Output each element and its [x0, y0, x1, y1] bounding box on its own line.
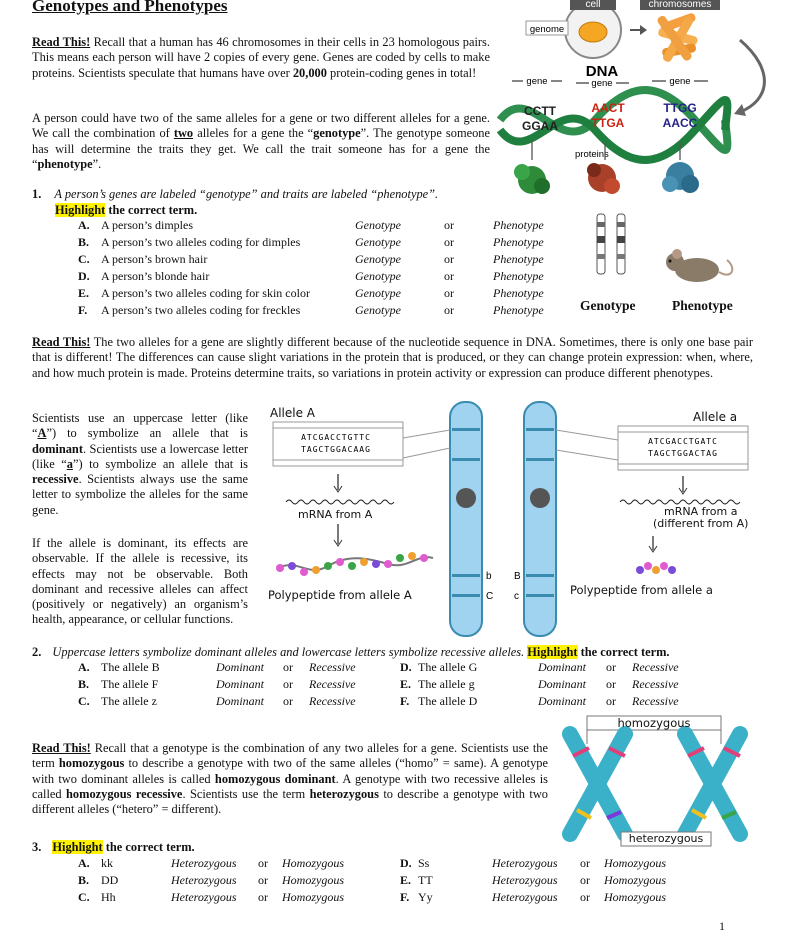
- x-chromosomes-image: [555, 712, 765, 852]
- item-letter: A.: [78, 660, 90, 674]
- item-text: Yy: [418, 890, 433, 904]
- item-text: TT: [418, 873, 433, 887]
- question-1-instruction: Highlight the correct term.: [55, 203, 198, 217]
- read-this-label: Read This!: [32, 35, 91, 49]
- allele-b-lower: b: [486, 571, 492, 582]
- polypeptide-A: [276, 552, 433, 576]
- item-text: Hh: [101, 890, 116, 904]
- option-heterozygous[interactable]: Heterozygous: [492, 856, 558, 870]
- item-text: A person’s dimples: [101, 218, 193, 232]
- genotype-figure-label: Genotype: [580, 298, 636, 313]
- svg-text:AACC: AACC: [662, 116, 698, 130]
- intro-paragraph: Read This! Recall that a human has 46 chromosomes in their cells in 23 homologous pairs. This means each person will have 2 copies of every gene. Genes are coded by cells to make proteins. Scientists speculate that humans have over 20,000 protein-coding genes in total!: [32, 35, 490, 80]
- option-phenotype[interactable]: Phenotype: [493, 269, 544, 283]
- protein-blue: [662, 162, 699, 193]
- item-letter: F.: [400, 694, 410, 708]
- item-text: A person’s two alleles coding for skin color: [101, 286, 310, 300]
- option-phenotype[interactable]: Phenotype: [493, 286, 544, 300]
- allele-c-lower: c: [514, 591, 519, 602]
- item-text: The allele G: [418, 660, 478, 674]
- option-recessive[interactable]: Recessive: [309, 694, 356, 708]
- option-genotype[interactable]: Genotype: [355, 286, 401, 300]
- option-phenotype[interactable]: Phenotype: [493, 252, 544, 266]
- chromosome-cluster: [656, 12, 698, 63]
- svg-text:TTGG: TTGG: [663, 101, 697, 115]
- option-recessive[interactable]: Recessive: [632, 694, 679, 708]
- item-letter: E.: [78, 286, 90, 300]
- svg-text:TTGA: TTGA: [591, 116, 625, 130]
- option-dominant[interactable]: Dominant: [216, 677, 264, 691]
- svg-text:ATCGACCTGATC: ATCGACCTGATC: [648, 437, 718, 446]
- dominant-recessive-paragraph: Scientists use an uppercase letter (like “A”) to symbolize an allele that is dominant. Scientists use a lowercase letter (like “a”) to symbolize an allele that is recessive. Scientists always use the same letter to symbolize the alleles for the same gene.: [32, 411, 248, 517]
- proteins-label: proteins: [575, 149, 609, 160]
- page-number: 1: [719, 919, 725, 933]
- genotype-phenotype-figure: [577, 210, 777, 320]
- allele-b-upper: B: [514, 571, 521, 582]
- dominant-effects-paragraph: If the allele is dominant, its effects are observable. If the allele is recessive, its effects may not be observable. Both dominant and recessive alleles can affect (positively or negatively) an organism’s health, appearance, or cellular functions.: [32, 536, 248, 627]
- protein-green: [514, 164, 550, 194]
- chromosome-x-left: [570, 734, 625, 834]
- or-label: or: [580, 890, 590, 904]
- item-letter: A.: [78, 218, 90, 232]
- question-3: 3. Highlight the correct term.: [32, 840, 195, 854]
- option-homozygous[interactable]: Homozygous: [282, 856, 344, 870]
- genome-label: genome: [529, 24, 565, 35]
- option-genotype[interactable]: Genotype: [355, 218, 401, 232]
- option-phenotype[interactable]: Phenotype: [493, 218, 544, 232]
- heterozygous-label: heterozygous: [628, 832, 704, 845]
- or-label: or: [444, 303, 454, 317]
- highlight-label: Highlight: [55, 203, 106, 217]
- or-label: or: [283, 660, 293, 674]
- dna-diagram: [490, 0, 785, 200]
- or-label: or: [580, 873, 590, 887]
- allele-figure: [268, 398, 758, 640]
- or-label: or: [444, 218, 454, 232]
- item-letter: B.: [78, 873, 90, 887]
- option-dominant[interactable]: Dominant: [538, 694, 586, 708]
- dna-helix: [500, 90, 727, 160]
- item-text: Ss: [418, 856, 430, 870]
- genotype-paragraph: A person could have two of the same alleles for a gene or two different alleles for a gene. We call the combination of two alleles for a gene the “genotype”. The genotype someone has will determine the traits they get. We call the trait someone has for a gene the “phenotype”.: [32, 111, 490, 171]
- highlight-label: Highlight: [527, 645, 578, 659]
- option-dominant[interactable]: Dominant: [216, 660, 264, 674]
- item-text: A person’s brown hair: [101, 252, 208, 266]
- item-letter: A.: [78, 856, 90, 870]
- item-text: The allele z: [101, 694, 157, 708]
- chromosome-x-right: [685, 734, 740, 834]
- or-label: or: [606, 677, 616, 691]
- dna-label: DNA: [585, 63, 619, 80]
- option-homozygous[interactable]: Homozygous: [282, 873, 344, 887]
- item-letter: C.: [78, 252, 90, 266]
- item-letter: C.: [78, 694, 90, 708]
- item-letter: D.: [78, 269, 90, 283]
- option-heterozygous[interactable]: Heterozygous: [492, 890, 558, 904]
- homozygous-label: homozygous: [617, 716, 691, 730]
- option-recessive[interactable]: Recessive: [632, 660, 679, 674]
- allele-c-upper: C: [486, 591, 494, 602]
- option-homozygous[interactable]: Homozygous: [604, 856, 666, 870]
- or-label: or: [283, 677, 293, 691]
- item-text: The allele D: [418, 694, 478, 708]
- page-title: Genotypes and Phenotypes: [32, 0, 228, 15]
- phenotype-figure-label: Phenotype: [672, 298, 733, 313]
- item-letter: F.: [78, 303, 88, 317]
- or-label: or: [606, 694, 616, 708]
- gene-label-1: gene: [526, 76, 548, 87]
- svg-text:ATCGACCTGTTC: ATCGACCTGTTC: [301, 433, 371, 442]
- item-text: A person’s two alleles coding for dimples: [101, 235, 301, 249]
- or-label: or: [444, 286, 454, 300]
- read-this-label: Read This!: [32, 335, 91, 349]
- polypeptide-A-label: Polypeptide from allele A: [268, 588, 412, 602]
- mrna-a-squiggle: [620, 500, 740, 504]
- svg-text:TAGCTGGACAAG: TAGCTGGACAAG: [301, 445, 371, 454]
- item-text: A person’s two alleles coding for freckles: [101, 303, 301, 317]
- read-this-label: Read This!: [32, 741, 91, 755]
- or-label: or: [258, 873, 268, 887]
- item-text: DD: [101, 873, 119, 887]
- allele-a-dna: [618, 426, 748, 470]
- option-heterozygous[interactable]: Heterozygous: [492, 873, 558, 887]
- option-phenotype[interactable]: Phenotype: [493, 303, 544, 317]
- genotype-phenotype-image: [577, 210, 777, 295]
- item-letter: B.: [78, 235, 90, 249]
- chromosomes-label: chromosomes: [648, 0, 712, 10]
- option-homozygous[interactable]: Homozygous: [282, 890, 344, 904]
- svg-text:TAGCTGGACTAG: TAGCTGGACTAG: [648, 449, 718, 458]
- option-dominant[interactable]: Dominant: [538, 660, 586, 674]
- polypeptide-a-label: Polypeptide from allele a: [570, 583, 713, 597]
- item-letter: C.: [78, 890, 90, 904]
- item-letter: E.: [400, 677, 412, 691]
- chromosome-right: [524, 402, 556, 636]
- item-letter: B.: [78, 677, 90, 691]
- protein-red: [587, 163, 620, 194]
- question-2: 2. Uppercase letters symbolize dominant alleles and lowercase letters symbolize recessive alleles. Highlight the correct term.: [32, 645, 670, 659]
- item-letter: D.: [400, 856, 412, 870]
- item-letter: D.: [400, 660, 412, 674]
- or-label: or: [258, 890, 268, 904]
- or-label: or: [444, 252, 454, 266]
- item-letter: E.: [400, 873, 412, 887]
- allele-A-label: Allele A: [270, 406, 315, 420]
- option-heterozygous[interactable]: Heterozygous: [171, 890, 237, 904]
- highlight-label: Highlight: [52, 840, 103, 854]
- option-homozygous[interactable]: Homozygous: [604, 873, 666, 887]
- svg-text:AACT: AACT: [591, 101, 625, 115]
- allele-a-label: Allele a: [693, 410, 738, 424]
- question-1: 1. A person’s genes are labeled “genotype” and traits are labeled “phenotype”.: [32, 187, 439, 201]
- option-recessive[interactable]: Recessive: [309, 660, 356, 674]
- or-label: or: [258, 856, 268, 870]
- chromosome-pair-image: [597, 214, 625, 274]
- gene-label-2: gene: [591, 78, 613, 89]
- item-text: The allele F: [101, 677, 159, 691]
- or-label: or: [580, 856, 590, 870]
- or-label: or: [283, 694, 293, 708]
- chromosome-left: [450, 402, 482, 636]
- item-text: The allele g: [418, 677, 475, 691]
- option-genotype[interactable]: Genotype: [355, 269, 401, 283]
- item-text: The allele B: [101, 660, 160, 674]
- option-genotype[interactable]: Genotype: [355, 235, 401, 249]
- option-recessive[interactable]: Recessive: [309, 677, 356, 691]
- mrna-a-label: mRNA from a (different from A): [653, 505, 749, 530]
- gene-label-3: gene: [669, 76, 691, 87]
- allele-difference-paragraph: Read This! The two alleles for a gene are slightly different because of the nucleotide sequence in DNA. Sometimes, there is only one base pair that is different! The differences can cause slight variations in the protein that is produced, or they can change protein expression: when, where, and how much protein is made. Proteins determine traits, so variations in protein activity or expression can produce different phenotypes.: [32, 335, 753, 380]
- option-recessive[interactable]: Recessive: [632, 677, 679, 691]
- option-dominant[interactable]: Dominant: [538, 677, 586, 691]
- option-heterozygous[interactable]: Heterozygous: [171, 856, 237, 870]
- mrna-A-squiggle: [286, 500, 394, 504]
- option-dominant[interactable]: Dominant: [216, 694, 264, 708]
- svg-text:GGAA: GGAA: [522, 119, 558, 133]
- or-label: or: [444, 235, 454, 249]
- mouse-image: [666, 249, 732, 282]
- option-phenotype[interactable]: Phenotype: [493, 235, 544, 249]
- or-label: or: [606, 660, 616, 674]
- svg-text:CCTT: CCTT: [524, 104, 556, 118]
- option-genotype[interactable]: Genotype: [355, 303, 401, 317]
- dna-figure: [490, 0, 785, 200]
- polypeptide-a: [636, 562, 676, 574]
- arrow-head: [640, 25, 647, 35]
- homo-hetero-figure: [555, 712, 765, 852]
- cell-label: cell: [585, 0, 601, 10]
- item-text: kk: [101, 856, 113, 870]
- homozygous-heterozygous-paragraph: Read This! Recall that a genotype is the combination of any two alleles for a gene. Scientists use the term homozygous to describe a genotype with two of the same alleles (“homo” = same). A genotype with two dominant alleles is called homozygous dominant. A genotype with two recessive alleles is called homozygous recessive. Scientists use the term heterozygous to describe a genotype with two different alleles (“hetero” = different).: [32, 741, 548, 817]
- item-text: A person’s blonde hair: [101, 269, 210, 283]
- option-heterozygous[interactable]: Heterozygous: [171, 873, 237, 887]
- option-genotype[interactable]: Genotype: [355, 252, 401, 266]
- option-homozygous[interactable]: Homozygous: [604, 890, 666, 904]
- mrna-A-label: mRNA from A: [298, 508, 373, 521]
- item-letter: F.: [400, 890, 410, 904]
- allele-A-dna: [273, 422, 403, 466]
- or-label: or: [444, 269, 454, 283]
- nucleus-image: [579, 22, 607, 42]
